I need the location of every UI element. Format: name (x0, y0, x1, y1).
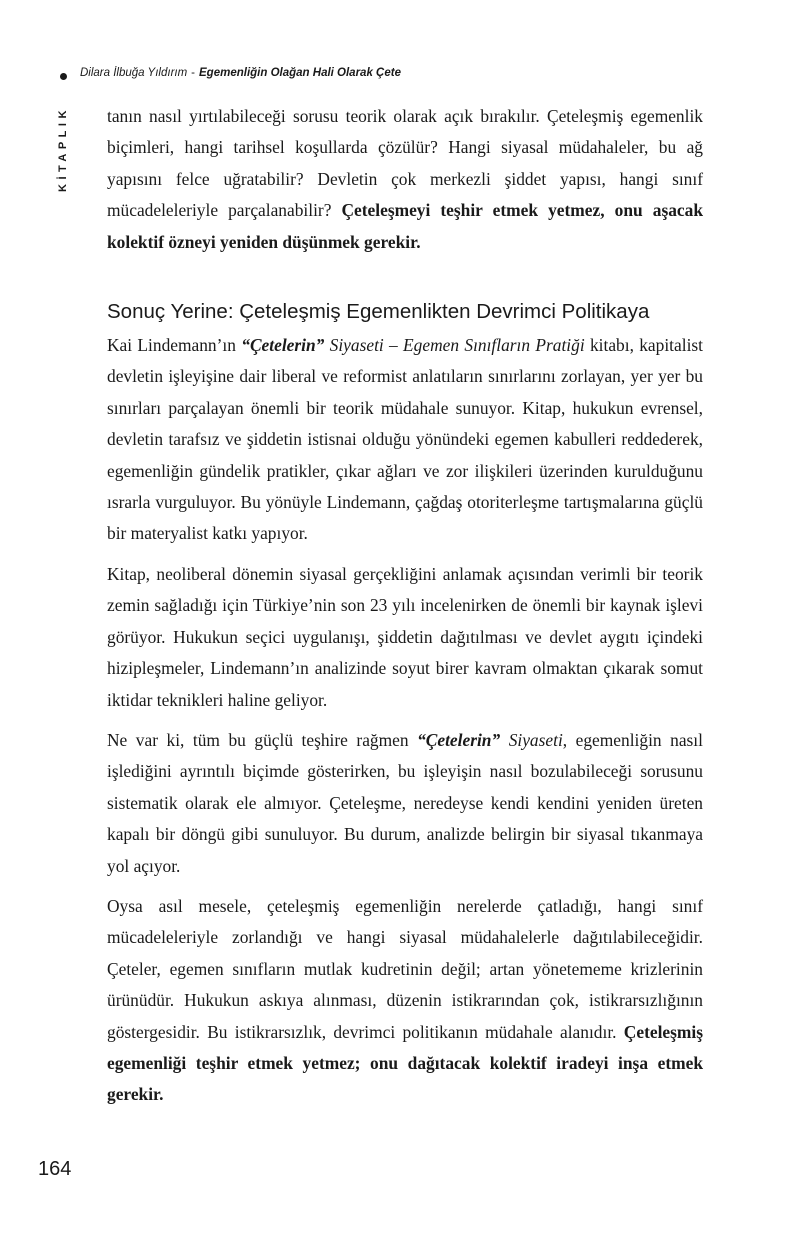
p3-book-title (417, 730, 563, 750)
p1-book-title (241, 335, 584, 355)
p3-after: , egemenliğin nasıl işlediğini ayrıntılı biçimde gösterirken, bu işleyişin nasıl bozulabileceği sorusunu sistematik olarak ele almıyor. Çeteleşme, neredeyse kendi kendini yeniden üreten kapalı bir döngü gibi sunuluyor. Bu durum, analizde belirgin bir siyasal tıkanmaya yol açıyor. (107, 729, 703, 876)
paragraph-2: Kitap, neoliberal dönemin siyasal gerçekliğini anlamak açısından verimli bir teorik zemin sağladığı için Türkiye’nin son 23 yılı incelenirken de önemli bir kaynak işlevi görüyor. Hukukun seçici uygulanışı, şiddetin dağıtılması ve devlet aygıtı içindeki hizipleşmeler, Lindemann’ın analizinde soyut birer kavram olmaktan çıkarak somut iktidar teknikleri haline geliyor. (107, 563, 703, 710)
section-heading: Sonuç Yerine: Çeteleşmiş Egemenlikten Devrimci Politikaya (107, 300, 650, 324)
p1-after: kitabı, kapitalist devletin işleyişine dair liberal ve reformist anlatıların sınırlarını zorlayan, yer yer bu sınırları parçalayan önemli bir teorik müdahale sunuyor. Kitap, hukukun evrensel, devletin tarafsız ve şiddetin istisnai olduğu yönündeki egemen kabulleri reddederek, egemenliğin gündelik pratikler, çıkar ağları ve zor ilişkileri üzerinden kurulduğunu ısrarla vurguluyor. Bu yönüyle Lindemann, çağdaş otoriterleşme tartışmalarına güçlü bir materyalist katkı yapıyor. (107, 335, 703, 544)
page-number: 164 (38, 1158, 72, 1180)
header-separator: - (191, 67, 196, 79)
running-header (80, 67, 401, 79)
intro-text: tanın nasıl yırtılabileceği sorusu teorik olarak açık bırakılır. Çeteleşmiş egemenlik biçimleri, hangi tarihsel koşullarda çözülür? Hangi siyasal müdahaleler, bu ağ yapısını felce uğratabilir? Devletin çok merkezli şiddet yapısı, hangi sınıf mücadeleleriyle parçalanabilir? (107, 106, 703, 221)
paragraph-4 (107, 891, 703, 1111)
header-bullet (60, 73, 67, 80)
p3-before: Ne var ki, tüm bu güçlü teşhire rağmen (107, 729, 418, 750)
p4-text: Oysa asıl mesele, çeteleşmiş egemenliğin nerelerde çatladığı, hangi sınıf mücadeleleriyle zorlandığı ve hangi siyasal müdahalelerle dağıtılabileceğidir. Çeteler, egemen sınıfların mutlak kudretinin değil; artan yönetememe krizlerinin ürünüdür. Hukukun askıya alınması, düzenin istikrarından çok, istikrarsızlığının göstergesidir. Bu istikrarsızlık, devrimci politikanın müdahale alanıdır. (107, 895, 703, 1042)
p1-book-bold: “Çetelerin” (241, 335, 325, 356)
side-label (57, 92, 71, 192)
p1-before: Kai Lindemann’ın (107, 335, 242, 356)
p3-book-italic: Siyaseti (500, 729, 563, 750)
p1-book-italic: Siyaseti – Egemen Sınıfların Pratiği (324, 335, 585, 356)
intro-paragraph (107, 101, 703, 258)
intro-bold-text: Çeteleşmeyi teşhir etmek yetmez, onu aşacak kolektif özneyi yeniden düşünmek gerekir. (107, 200, 703, 252)
header-author: Dilara İlbuğa Yıldırım (80, 67, 188, 79)
side-label-text: KİTAPLIK (57, 106, 69, 192)
p3-book-bold: “Çetelerin” (417, 729, 501, 750)
header-title: Egemenliğin Olağan Hali Olarak Çete (199, 67, 401, 79)
p4-bold-text: Çeteleşmiş egemenliği teşhir etmek yetmez; onu dağıtacak kolektif iradeyi inşa etmek gerekir. (107, 1021, 703, 1105)
paragraph-3 (107, 725, 703, 882)
page-content (107, 101, 703, 1111)
paragraph-1 (107, 330, 703, 550)
